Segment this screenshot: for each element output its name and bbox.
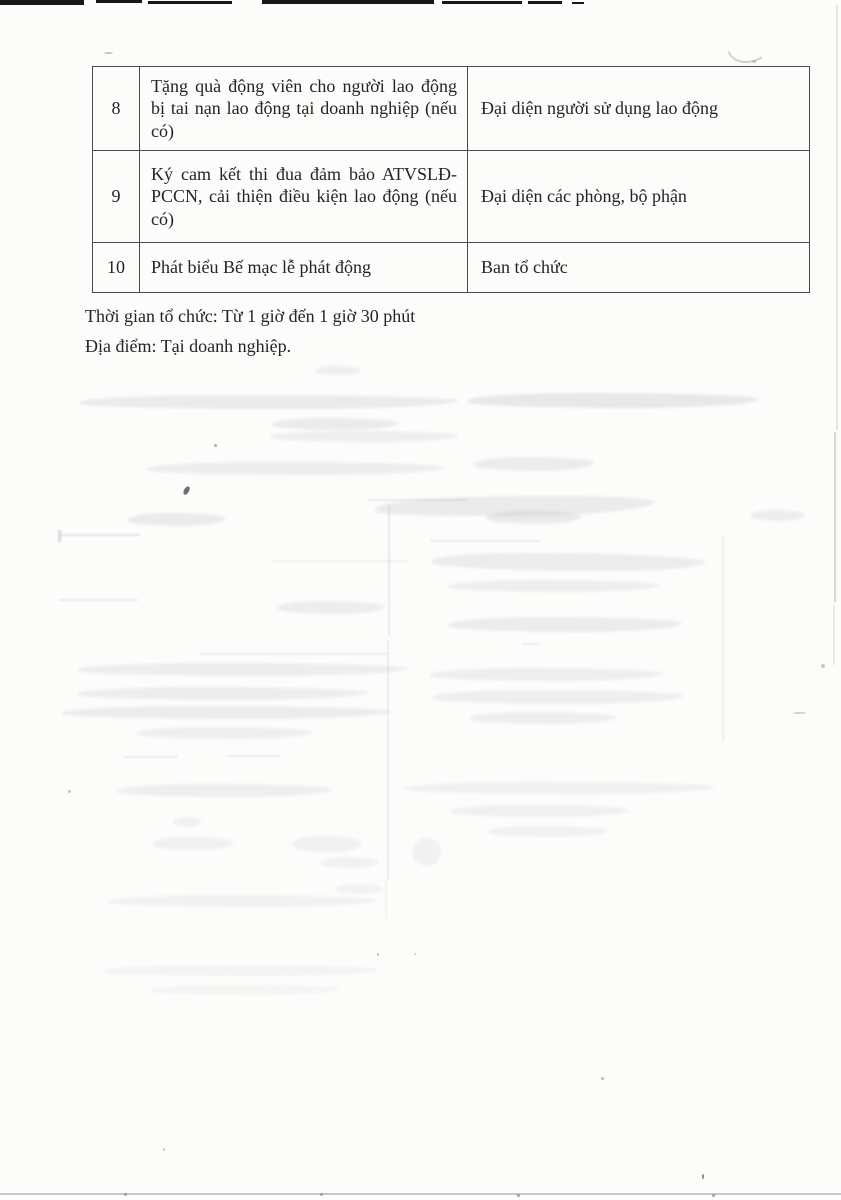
page-edge-line xyxy=(836,5,838,430)
person-cell: Đại diện người sử dụng lao động xyxy=(468,67,810,151)
scan-edge-artifact xyxy=(96,0,142,3)
scan-edge-artifact xyxy=(148,1,232,4)
bleedthrough-artifact xyxy=(335,884,383,894)
table-row xyxy=(93,67,810,151)
bleedthrough-artifact xyxy=(293,836,361,852)
activity-cell: Tặng quà động viên cho người lao động bị tai nạn lao động tại doanh nghiệp (nếu có) xyxy=(140,67,468,151)
scan-speck xyxy=(601,1077,604,1080)
bleedthrough-artifact xyxy=(128,513,225,526)
bleedthrough-artifact xyxy=(277,601,385,614)
bleedthrough-rule xyxy=(200,653,388,655)
bleedthrough-rule xyxy=(368,499,468,501)
scan-speck xyxy=(163,1148,165,1151)
pencil-squiggle-mark xyxy=(752,60,756,63)
organizing-time-text: Thời gian tổ chức: Từ 1 giờ đến 1 giờ 30 phút xyxy=(85,306,416,326)
location-text: Địa điểm: Tại doanh nghiệp. xyxy=(85,336,292,356)
bleedthrough-rule xyxy=(58,530,61,542)
page-edge-line xyxy=(834,432,836,602)
bleedthrough-artifact xyxy=(448,617,682,632)
bleedthrough-rule xyxy=(722,537,724,742)
scan-edge-artifact xyxy=(528,1,562,4)
scan-speck xyxy=(793,712,806,714)
bleedthrough-artifact xyxy=(488,826,608,837)
row-number-cell: 9 xyxy=(93,151,140,243)
bleedthrough-artifact xyxy=(153,837,233,850)
bleedthrough-artifact xyxy=(433,690,683,704)
scan-speck xyxy=(124,1193,127,1196)
scan-speck xyxy=(414,953,416,955)
bleedthrough-artifact xyxy=(270,431,458,442)
scan-speck xyxy=(702,1174,704,1179)
bleedthrough-artifact xyxy=(173,817,201,827)
scan-speck xyxy=(712,1194,715,1197)
bleedthrough-rule xyxy=(272,560,407,562)
bleedthrough-artifact xyxy=(78,687,368,700)
bleedthrough-artifact xyxy=(486,511,582,524)
bleedthrough-artifact xyxy=(104,965,379,976)
scan-edge-artifact xyxy=(262,0,434,4)
bleedthrough-artifact xyxy=(80,395,458,409)
bleedthrough-rule xyxy=(60,534,140,536)
scan-speck xyxy=(517,1194,520,1197)
bleedthrough-artifact xyxy=(146,462,444,475)
bleedthrough-rule xyxy=(385,880,387,920)
pen-mark xyxy=(182,485,190,495)
scan-speck xyxy=(377,953,379,956)
bleedthrough-artifact xyxy=(448,580,660,592)
bleedthrough-artifact xyxy=(62,706,392,719)
scan-edge-artifact xyxy=(442,1,522,4)
bleedthrough-artifact xyxy=(405,782,715,794)
bleedthrough-rule xyxy=(227,755,281,757)
activity-cell: Ký cam kết thi đua đảm bảo ATVSLĐ-PCCN, cải thiện điều kiện lao động (nếu có) xyxy=(140,151,468,243)
scan-speck xyxy=(214,444,217,447)
row-number-cell: 8 xyxy=(93,67,140,151)
table-row xyxy=(93,243,810,293)
activity-cell: Phát biểu Bế mạc lễ phát động xyxy=(140,243,468,293)
bleedthrough-artifact xyxy=(117,784,333,797)
bleedthrough-artifact xyxy=(474,457,594,471)
bleedthrough-rule xyxy=(522,643,540,645)
table-row xyxy=(93,151,810,243)
bleedthrough-artifact xyxy=(315,366,360,375)
bleedthrough-rule xyxy=(60,599,138,601)
scan-edge-artifact xyxy=(572,2,584,4)
person-cell: Đại diện các phòng, bộ phận xyxy=(468,151,810,243)
scan-speck xyxy=(821,664,825,668)
bleedthrough-rule xyxy=(123,756,178,758)
bleedthrough-artifact xyxy=(137,727,313,739)
bleedthrough-artifact xyxy=(430,668,663,681)
bleedthrough-artifact xyxy=(78,663,408,676)
row-number-cell: 10 xyxy=(93,243,140,293)
scan-speck xyxy=(320,1193,323,1196)
bleedthrough-artifact xyxy=(321,857,379,868)
scan-speck xyxy=(68,790,71,793)
scan-edge-artifact xyxy=(0,0,84,5)
bleedthrough-rule xyxy=(387,640,389,880)
person-cell: Ban tổ chức xyxy=(468,243,810,293)
bleedthrough-artifact xyxy=(751,510,805,521)
bleedthrough-artifact xyxy=(432,552,705,573)
bleedthrough-artifact xyxy=(109,895,377,907)
page-edge-line xyxy=(833,605,835,665)
footer-text-block xyxy=(85,301,415,361)
scan-speck xyxy=(104,52,113,54)
bleedthrough-artifact xyxy=(470,712,617,724)
bleedthrough-rule xyxy=(430,540,540,542)
bleedthrough-artifact xyxy=(272,418,398,430)
bleedthrough-artifact xyxy=(150,985,340,995)
schedule-table xyxy=(92,66,810,293)
bleedthrough-artifact xyxy=(468,393,758,408)
bleedthrough-artifact xyxy=(450,805,630,817)
bleedthrough-rule xyxy=(388,505,390,635)
bleedthrough-artifact xyxy=(413,838,441,866)
